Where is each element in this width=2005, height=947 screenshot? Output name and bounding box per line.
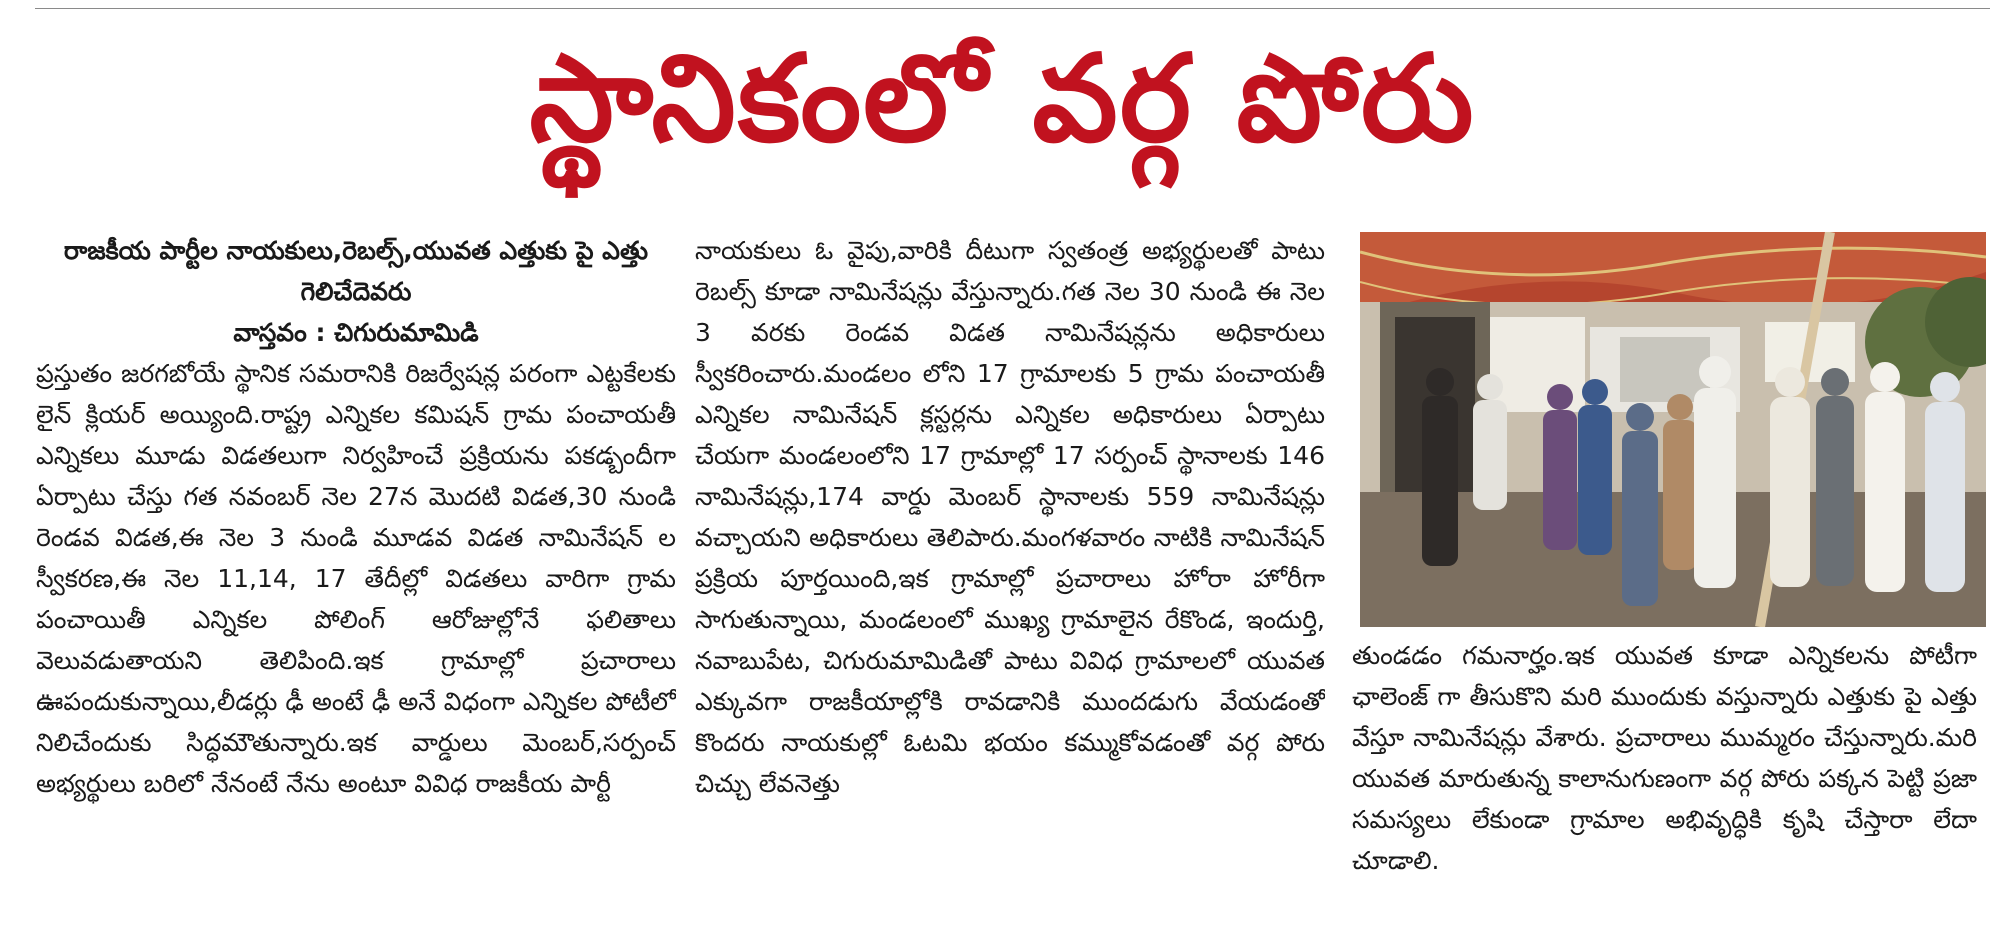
headline: స్థానికంలో వర్గ పోరు [529, 30, 1476, 169]
article-column-3 [1352, 635, 1977, 935]
byline: వాస్తవం : చిగురుమామిడి [233, 318, 479, 347]
article-column-2 [695, 230, 1325, 942]
crowd-photo-illustration [1360, 232, 1986, 627]
subheading: రాజకీయ పార్టీల నాయకులు,రెబల్స్,యువత ఎత్తుకు పై ఎత్తు గెలిచేదెవరు [63, 236, 649, 306]
news-photo [1360, 232, 1986, 627]
top-rule [35, 8, 1990, 9]
body-text-column-3: తుండడం గమనార్హం.ఇక యువత కూడా ఎన్నికలను పోటీగా ఛాలెంజ్ గా తీసుకొని మరి ముందుకు వస్తున్నారు ఎత్తుకు పై ఎత్తు వేస్తూ నామినేషన్లు వేశారు. ప్రచారాలు ముమ్మరం చేస్తున్నారు.మరి యువత మారుతున్న కాలానుగుణంగా వర్గ పోరు పక్కన పెట్టి ప్రజా సమస్యలు లేకుండా గ్రామాల అభివృద్ధికి కృషి చేస్తారా లేదా చూడాలి. [1352, 641, 1977, 875]
article-column-1 [36, 230, 676, 942]
body-text-column-1: ప్రస్తుతం జరగబోయే స్థానిక సమరానికి రిజర్వేషన్ల పరంగా ఎట్టకేలకు లైన్ క్లియర్ అయ్యింది.రాష్ట్ర ఎన్నికల కమిషన్ గ్రామ పంచాయతీ ఎన్నికలు మూడు విడతలుగా నిర్వహించే ప్రక్రియను పకడ్బందీగా ఏర్పాటు చేస్తు గత నవంబర్ నెల 27న మొదటి విడత,30 నుండి రెండవ విడత,ఈ నెల 3 నుండి మూడవ విడత నామినేషన్ ల స్వీకరణ,ఈ నెల 11,14, 17 తేదీల్లో విడతలు వారిగా గ్రామ పంచాయితీ ఎన్నికల పోలింగ్ ఆరోజుల్లోనే ఫలితాలు వెలువడుతాయని తెలిపింది.ఇక గ్రామాల్లో ప్రచారాలు ఊపందుకున్నాయి,లీడర్లు ఢీ అంటే ఢీ అనే విధంగా ఎన్నికల పోటీలో నిలిచేందుకు సిద్ధమౌతున్నారు.ఇక వార్డులు మెంబర్,సర్పంచ్ అభ్యర్థులు బరిలో నేనంటే నేను అంటూ వివిధ రాజకీయ పార్టీ [36, 359, 676, 798]
body-text-column-2: నాయకులు ఓ వైపు,వారికి దీటుగా స్వతంత్ర అభ్యర్థులతో పాటు రెబల్స్ కూడా నామినేషన్లు వేస్తున్నారు.గత నెల 30 నుండి ఈ నెల 3 వరకు రెండవ విడత నామినేషన్లను అధికారులు స్వీకరించారు.మండలం లోని 17 గ్రామాలకు 5 గ్రామ పంచాయతీ ఎన్నికల నామినేషన్ క్లస్టర్లను ఎన్నికల అధికారులు ఏర్పాటు చేయగా మండలంలోని 17 గ్రామాల్లో 17 సర్పంచ్ స్థానాలకు 146 నామినేషన్లు,174 వార్డు మెంబర్ స్థానాలకు 559 నామినేషన్లు వచ్చాయని అధికారులు తెలిపారు.మంగళవారం నాటికి నామినేషన్ ప్రక్రియ పూర్తయింది,ఇక గ్రామాల్లో ప్రచారాలు హోరా హోరీగా సాగుతున్నాయి, మండలంలో ముఖ్య గ్రామాలైన రేకొండ, ఇందుర్తి, నవాబుపేట, చిగురుమామిడితో పాటు వివిధ గ్రామాలలో యువత ఎక్కువగా రాజకీయాల్లోకి రావడానికి ముందడుగు వేయడంతో కొందరు నాయకుల్లో ఓటమి భయం కమ్ముకోవడంతో వర్గ పోరు చిచ్చు లేవనెత్తు [695, 236, 1325, 798]
